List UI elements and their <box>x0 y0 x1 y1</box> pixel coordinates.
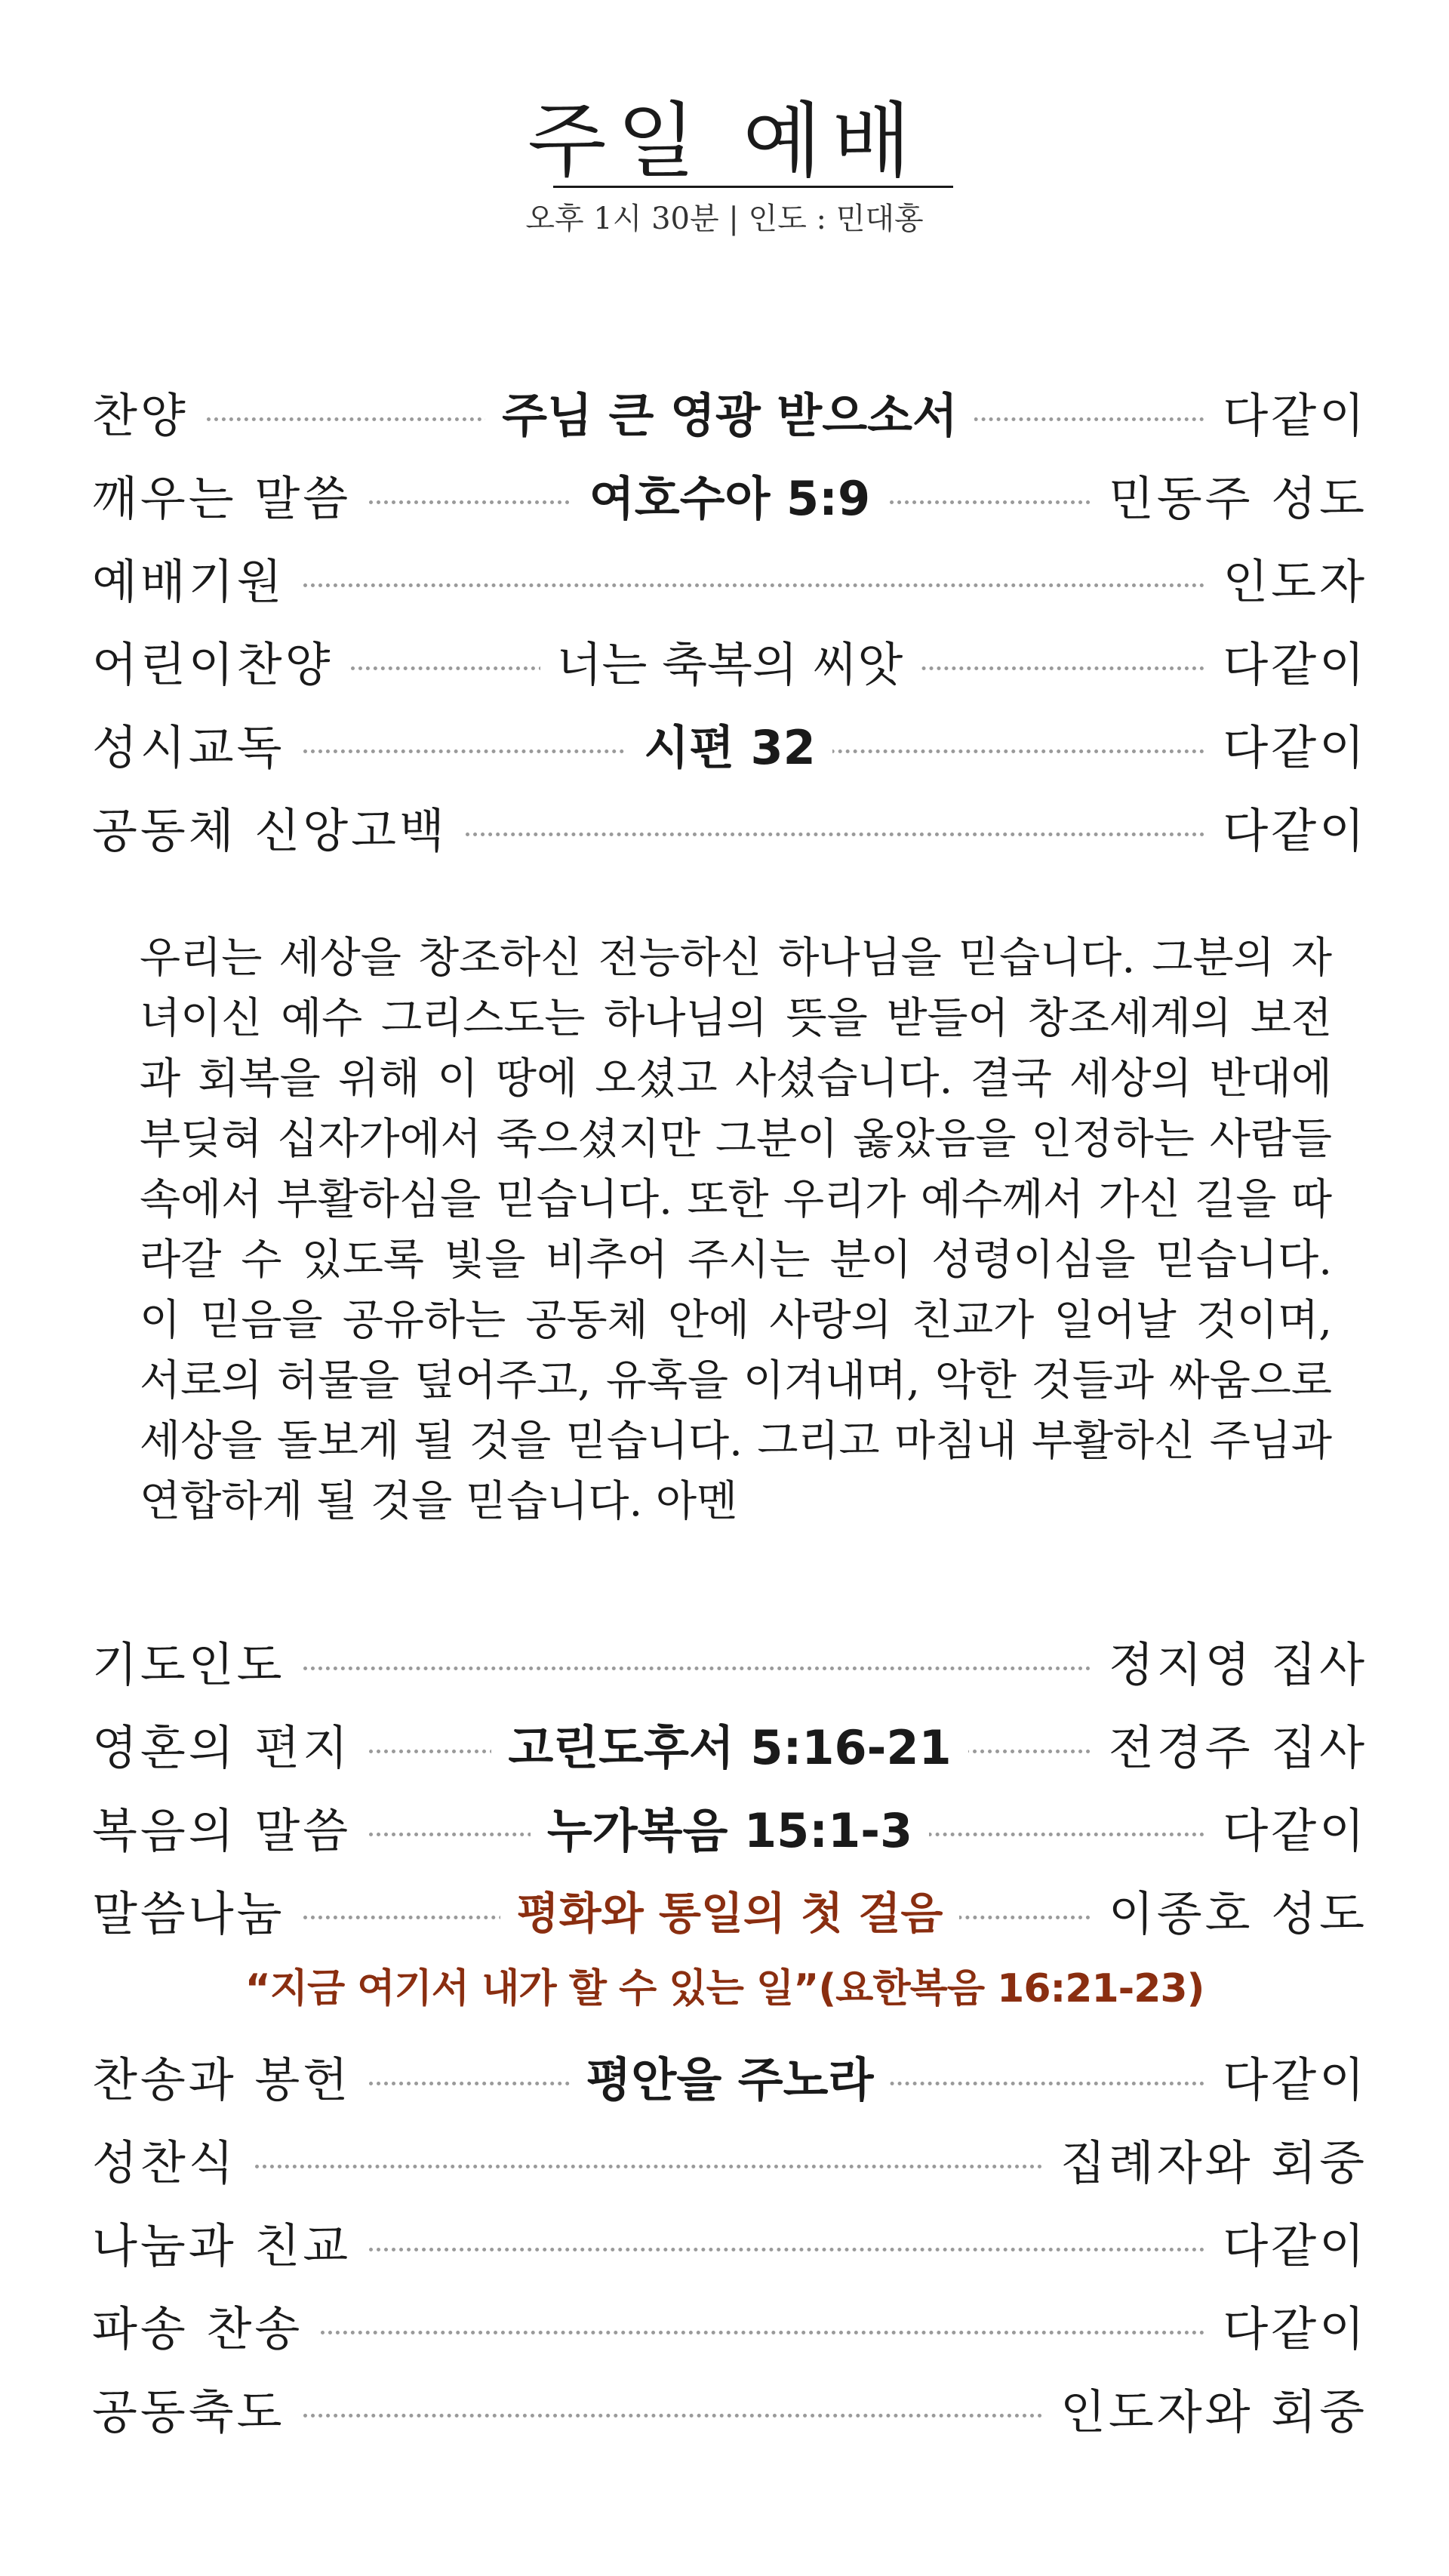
dot-leader <box>303 2414 1042 2418</box>
order-item <box>92 1868 1367 1951</box>
order-item-label: 예배기원 <box>92 544 299 611</box>
order-item <box>92 702 1367 785</box>
dot-leader <box>321 2331 1204 2334</box>
order-item <box>92 2283 1367 2366</box>
order-item <box>92 785 1367 868</box>
order-of-worship-middle <box>92 1619 1367 1951</box>
order-item-leader: 집례자와 회중 <box>1047 2125 1367 2193</box>
page-subtitle: 오후 1시 30분 | 인도 : 민대홍 <box>525 202 924 236</box>
order-item-title: 평화와 통일의 첫 걸음 <box>500 1888 960 1939</box>
dot-leader <box>255 2165 1042 2168</box>
sermon-subtitle: “지금 여기서 내가 할 수 있는 일”(요한복음 16:21-23) <box>245 1966 1204 2011</box>
order-item <box>92 2117 1367 2200</box>
order-item-label: 깨우는 말씀 <box>92 461 365 528</box>
order-item-title: 너는 축복의 씨앗 <box>540 637 920 692</box>
order-item-leader: 다같이 <box>1209 793 1367 860</box>
order-item-label: 파송 찬송 <box>92 2291 316 2359</box>
order-item <box>92 2034 1367 2117</box>
order-item-title: 여호수아 5:9 <box>573 471 887 526</box>
order-item-label: 복음의 말씀 <box>92 1793 365 1860</box>
order-item-label: 기도인도 <box>92 1627 299 1694</box>
dot-leader <box>303 583 1205 587</box>
order-item-leader: 전경주 집사 <box>1095 1710 1367 1777</box>
order-of-worship-bottom <box>92 2034 1367 2449</box>
order-item-title: 고린도후서 5:16-21 <box>491 1720 968 1775</box>
order-item-label: 나눔과 친교 <box>92 2208 365 2276</box>
order-item <box>92 1619 1367 1702</box>
order-item <box>92 453 1367 536</box>
order-item <box>92 1702 1367 1785</box>
order-item-label: 찬양 <box>92 378 202 445</box>
order-item-label: 영혼의 편지 <box>92 1710 365 1777</box>
order-item-leader: 민동주 성도 <box>1095 461 1367 528</box>
order-item <box>92 2200 1367 2283</box>
order-item-title: 누가복음 15:1-3 <box>531 1803 929 1858</box>
page-title: 주일 예배 <box>528 94 921 189</box>
order-item-label: 성찬식 <box>92 2125 251 2193</box>
order-item-title-wrap <box>92 378 1367 445</box>
creed-text: 우리는 세상을 창조하신 전능하신 하나님을 믿습니다. 그분의 자녀이신 예수 그리스도는 하나님의 뜻을 받들어 창조세계의 보전과 회복을 위해 이 땅에 오셨고 사셨습니다. 결국 세상의 반대에 부딪혀 십자가에서 죽으셨지만 그분이 옳았음을 인정하는 사람들 속에서 부활하심을 믿습니다. 또한 우리가 예수께서 가신 길을 따라갈 수 있도록 빛을 비추어 주시는 분이 성령이심을 믿습니다. 이 믿음을 공유하는 공동체 안에 사랑의 친교가 일어날 것이며, 서로의 허물을 덮어주고, 유혹을 이겨내며, 악한 것들과 싸움으로 세상을 돌보게 될 것을 믿습니다. 그리고 마침내 부활하신 주님과 연합하게 될 것을 믿습니다. 아멘 <box>140 934 1332 1526</box>
order-item-leader: 인도자와 회중 <box>1047 2374 1367 2442</box>
dot-leader <box>369 2248 1204 2251</box>
order-item-title: 평안을 주노라 <box>570 2052 891 2107</box>
order-item-label: 공동축도 <box>92 2374 299 2442</box>
order-item-label: 공동체 신앙고백 <box>92 793 461 860</box>
order-item-label: 어린이찬양 <box>92 627 346 694</box>
dot-leader <box>303 1667 1091 1670</box>
order-item-label: 찬송과 봉헌 <box>92 2042 365 2110</box>
order-item <box>92 1785 1367 1868</box>
order-item <box>92 619 1367 702</box>
order-item <box>92 536 1367 619</box>
order-item-title: 주님 큰 영광 받으소서 <box>485 388 974 443</box>
order-item-leader: 다같이 <box>1209 378 1367 445</box>
order-item-label: 성시교독 <box>92 710 299 777</box>
dot-leader <box>466 833 1204 836</box>
order-item-leader: 인도자 <box>1209 544 1367 611</box>
title-underline <box>553 186 953 188</box>
order-item-leader: 이종호 성도 <box>1095 1876 1367 1944</box>
order-of-worship-top <box>92 370 1367 868</box>
order-item <box>92 370 1367 453</box>
order-item-leader: 다같이 <box>1209 2042 1367 2110</box>
order-item-label: 말씀나눔 <box>92 1876 299 1944</box>
order-item-leader: 다같이 <box>1209 710 1367 777</box>
order-item-title: 시편 32 <box>627 720 832 775</box>
order-item-leader: 정지영 집사 <box>1095 1627 1367 1694</box>
order-item-leader: 다같이 <box>1209 2291 1367 2359</box>
order-item-leader: 다같이 <box>1209 2208 1367 2276</box>
order-item <box>92 2366 1367 2449</box>
order-item-leader: 다같이 <box>1209 627 1367 694</box>
order-item-leader: 다같이 <box>1209 1793 1367 1860</box>
